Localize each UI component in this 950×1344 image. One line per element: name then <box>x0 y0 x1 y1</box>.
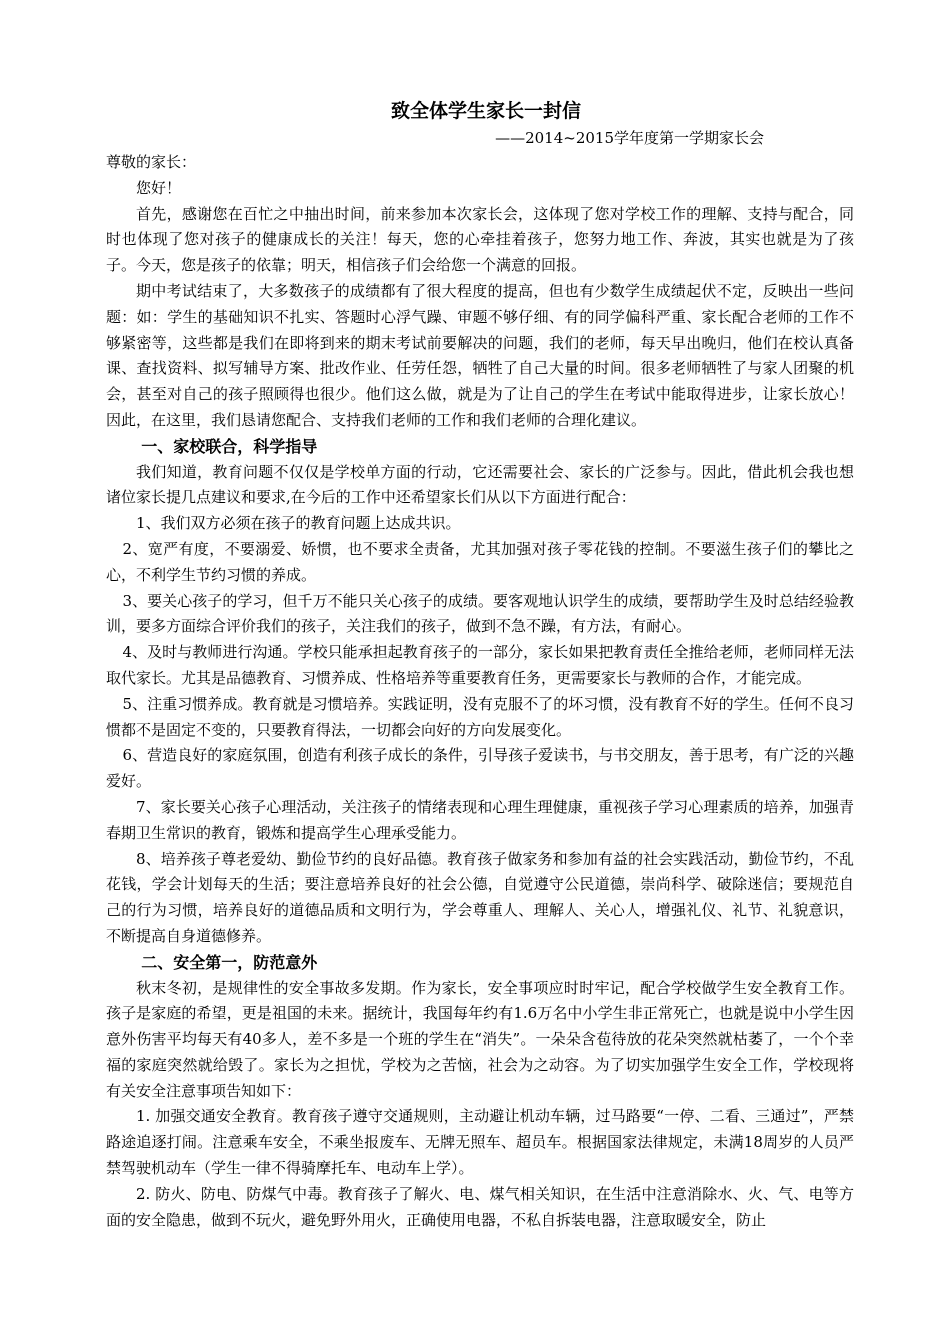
list-item: 2. 防火、防电、防煤气中毒。教育孩子了解火、电、煤气相关知识，在生活中注意消除水、火、气、电等方面的安全隐患，做到不玩火，避免野外用火，正确使用电器，不私自拆装电器，注意取暖安全，防止 <box>106 1184 854 1229</box>
letter-title: 致全体学生家长一封信 <box>390 100 581 122</box>
intro-paragraph: 期中考试结束了，大多数孩子的成绩都有了很大程度的提高，但也有少数学生成绩起伏不定，反映出一些问题：如：学生的基础知识不扎实、答题时心浮气躁、审题不够仔细、有的同学偏科严重、家长配合老师的工作不够紧密等，这些都是我们在即将到来的期末考试前要解决的问题，我们的老师，每天早出晚归，他们在校认真备课、查找资料、拟写辅导方案、批改作业、任劳任怨，牺牲了自己大量的时间。很多老师牺牲了与家人团聚的机会，甚至对自己的孩子照顾得也很少。他们这么做，就是为了让自己的学生在考试中能取得进步，让家长放心！因此，在这里，我们恳请您配合、支持我们老师的工作和我们老师的合理化建议。 <box>106 281 854 429</box>
letter-subtitle: ——2014~2015学年度第一学期家长会 <box>495 129 764 147</box>
list-item: 2、宽严有度，不要溺爱、娇惯，也不要求全责备，尤其加强对孩子零花钱的控制。不要滋生孩子们的攀比之心，不利学生节约习惯的养成。 <box>106 539 854 584</box>
section-heading: 二、安全第一，防范意外 <box>141 952 318 972</box>
list-item: 4、及时与教师进行沟通。学校只能承担起教育孩子的一部分，家长如果把教育责任全推给老师，老师同样无法取代家长。尤其是品德教育、习惯养成、性格培养等重要教育任务，更需要家长与教师的合作，才能完成。 <box>106 643 854 687</box>
list-item: 7、家长要关心孩子心理活动，关注孩子的情绪表现和心理生理健康，重视孩子学习心理素质的培养，加强青春期卫生常识的教育，锻炼和提高学生心理承受能力。 <box>106 797 854 842</box>
section-intro: 我们知道，教育问题不仅仅是学校单方面的行动，它还需要社会、家长的广泛参与。因此，借此机会我也想诸位家长提几点建议和要求,在今后的工作中还希望家长们从以下方面进行配合： <box>106 462 854 507</box>
list-item: 1、我们双方必须在孩子的教育问题上达成共识。 <box>136 514 461 533</box>
section-intro: 秋末冬初，是规律性的安全事故多发期。作为家长，安全事项应时时牢记，配合学校做学生安全教育工作。孩子是家庭的希望，更是祖国的未来。据统计，我国每年约有1.6万名中小学生非正常死亡，也就是说中小学生因意外伤害平均每天有40多人，差不多是一个班的学生在“消失”。一朵朵含苞待放的花朵突然就枯萎了，一个个幸福的家庭突然就给毁了。家长为之担忧，学校为之苦恼，社会为之动容。为了切实加强学生安全工作，学校现将有关安全注意事项告知如下： <box>106 978 854 1100</box>
salutation: 尊敬的家长： <box>106 153 197 171</box>
list-item: 5、注重习惯养成。教育就是习惯培养。实践证明，没有克服不了的坏习惯，没有教育不好的学生。任何不良习惯都不是固定不变的，只要教育得法，一切都会向好的方向发展变化。 <box>106 694 854 739</box>
section-heading: 一、家校联合，科学指导 <box>141 436 318 456</box>
list-item: 3、要关心孩子的学习，但千万不能只关心孩子的成绩。要客观地认识学生的成绩，要帮助学生及时总结经验教训，要多方面综合评价我们的孩子，关注我们的孩子，做到不急不躁，有方法，有耐心。 <box>106 591 854 636</box>
list-item: 1. 加强交通安全教育。教育孩子遵守交通规则，主动避让机动车辆，过马路要“一停、二看、三通过”，严禁路途追逐打闹。注意乘车安全，不乘坐报废车、无牌无照车、超员车。根据国家法律规定，未满18周岁的人员严禁驾驶机动车（学生一律不得骑摩托车、电动车上学）。 <box>106 1107 854 1178</box>
list-item: 8、培养孩子尊老爱幼、勤俭节约的良好品德。教育孩子做家务和参加有益的社会实践活动，勤俭节约，不乱花钱，学会计划每天的生活；要注意培养良好的社会公德，自觉遵守公民道德，崇尚科学、破除迷信；要规范自己的行为习惯，培养良好的道德品质和文明行为，学会尊重人、理解人、关心人，增强礼仪、礼节、礼貌意识，不断提高自身道德修养。 <box>106 849 854 945</box>
greeting: 您好！ <box>136 178 182 197</box>
list-item: 6、营造良好的家庭氛围，创造有利孩子成长的条件，引导孩子爱读书，与书交朋友，善于思考，有广泛的兴趣爱好。 <box>106 746 854 791</box>
intro-paragraph: 首先，感谢您在百忙之中抽出时间，前来参加本次家长会，这体现了您对学校工作的理解、支持与配合，同时也体现了您对孩子的健康成长的关注！每天，您的心牵挂着孩子，您努力地工作、奔波，其实也就是为了孩子。今天，您是孩子的依靠；明天，相信孩子们会给您一个满意的回报。 <box>106 204 854 275</box>
